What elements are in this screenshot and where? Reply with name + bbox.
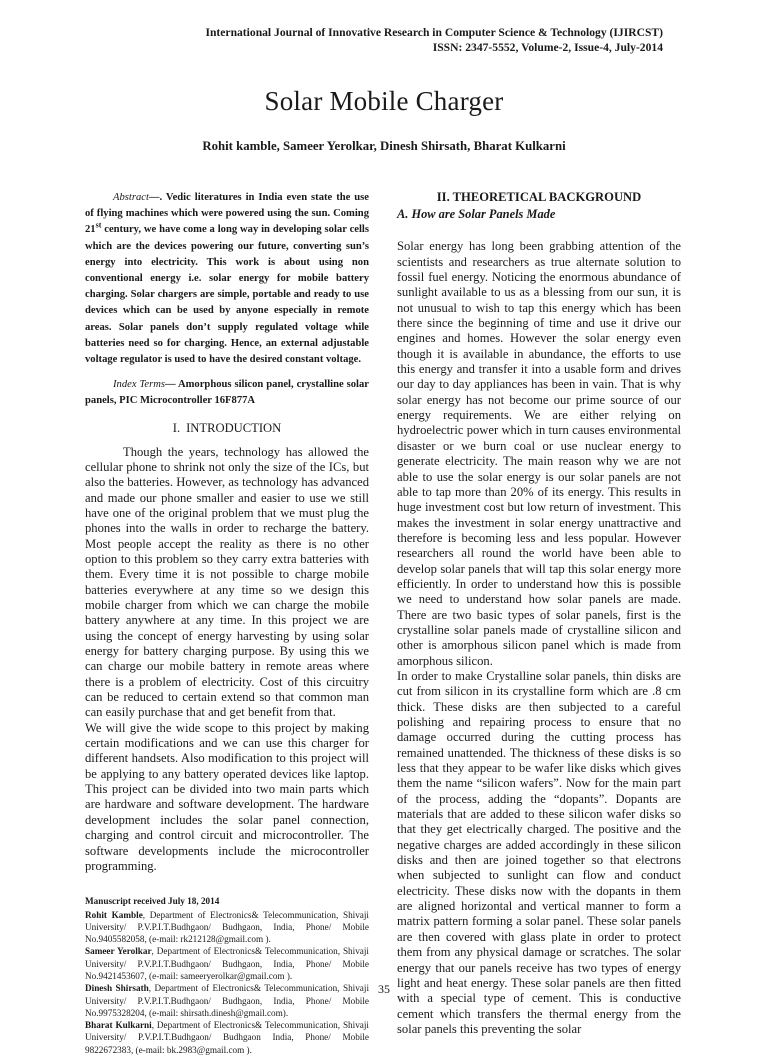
author-footnotes bbox=[85, 895, 369, 1056]
section-heading-theoretical-background: II. THEORETICAL BACKGROUND bbox=[436, 190, 642, 204]
index-terms-label: Index Terms bbox=[113, 379, 165, 391]
index-terms-text: — Amorphous silicon panel, crystalline solar panels, PIC Microcontroller 16F877A bbox=[85, 379, 369, 406]
intro-paragraph-1: Though the years, technology has allowed the cellular phone to shrink not only the size of the ICs, but also the batteries. However, as technology has advanced and made our phone smaller and easier to use we still have one of the original problem that we must plug the phones into the walls in order to recharge the battery. Most people accept the reality as there is no other option to this problem so they carry extra batteries with them. Every time it is not possible to charge mobile batteries everywhere at any time so we design this mobile charger from which we can charge the mobile battery anywhere at any time. In this project we are using the concept of energy harvesting by using solar energy for battery charging purpose. By using this we can charge our mobile battery in remote areas where there is a problem of electricity. Cost of this circuitry can be reduced to certain extend so that common man can easily purchase that and get benefit from that. bbox=[85, 444, 369, 720]
left-column bbox=[85, 190, 369, 1056]
footnote-author-name: Rohit Kamble bbox=[85, 909, 143, 920]
subsection-heading: A. How are Solar Panels Made bbox=[397, 207, 556, 221]
background-body bbox=[397, 239, 681, 1037]
abstract bbox=[85, 190, 369, 368]
abstract-text-b: century, we have come a long way in developing solar cells which are the devices powering our future, converting sun’s energy into electricity. This work is about using non conventional energy i.e. solar energy for mobile battery charging. Solar chargers are simple, portable and ready to use devices which can be used by anyone especially in remote areas. Solar panels don’t supply regulated voltage while batteries need so for charging. Hence, an external adjustable voltage regulator is used to have the desired constant voltage. bbox=[85, 224, 369, 366]
footnote-author-name: Dinesh Shirsath bbox=[85, 983, 149, 994]
manuscript-received: Manuscript received July 18, 2014 bbox=[85, 896, 220, 907]
footnote-entry bbox=[85, 945, 369, 982]
footnote-author-details: , Department of Electronics& Telecommunication, Shivaji University/ P.V.P.I.T.Budhgaon/ Budhgaon, India, Phone/ Mobile No.9421453607, (e-mail: sameeryerolkar@gmail.com ). bbox=[85, 946, 369, 981]
footnote-author-details: , Department of Electronics& Telecommunication, Shivaji University/ P.V.P.I.T.Budhgaon/ Budhgaon, India, Phone/ Mobile No.9405582058, (e-mail: rk212128@gmail.com ). bbox=[85, 909, 369, 945]
index-terms bbox=[85, 377, 369, 408]
page-number: 35 bbox=[378, 982, 390, 996]
footnote-entry bbox=[85, 909, 369, 946]
section-heading-introduction bbox=[85, 421, 369, 436]
section-number: I. bbox=[172, 421, 181, 436]
issn-line: ISSN: 2347-5552, Volume-2, Issue-4, July-2014 bbox=[432, 41, 663, 54]
footnote-author-details: , Department of Electronics& Telecommunication, Shivaji University/ P.V.P.I.T.Budhgaon/ Budhgaon India, Phone/ Mobile 9822672383, (e-mail: bk.2983@gmail.com ). bbox=[85, 1020, 369, 1055]
abstract-label: Abstract bbox=[113, 192, 149, 203]
footnote-author-name: Sameer Yerolkar bbox=[85, 946, 152, 957]
section-title: INTRODUCTION bbox=[186, 421, 282, 436]
journal-header bbox=[205, 25, 663, 55]
right-column bbox=[397, 190, 681, 1037]
journal-name: International Journal of Innovative Research in Computer Science & Technology (IJIRCST) bbox=[205, 26, 663, 39]
footnote-author-name: Bharat Kulkarni bbox=[85, 1020, 152, 1031]
background-paragraph-1: Solar energy has long been grabbing attention of the scientists and researchers as true alternate solution to fossil fuel energy. Noticing the enormous abundance of sunlight available to us as a blessing from our sun, it is not unusual to wish to tap this energy which has been there since the beginning of time and use it drive our engines and homes. However the solar energy even though it is available in abundance, the efforts to use this energy and transfer it into a usable form and drives our day to day appliances has been in vain. That is why solar energy has not become our prime source of our energy requirements. We are either relying on hydroelectric power which in turn causes environmental disaster or we burn coal or use nuclear energy to generate electricity. The main reason why we are not able to use the solar energy is our solar panels are not able to tap more than 20% of its energy. This results in huge investment cost but low return of investment. This makes the investment in solar energy unattractive and therefore is becoming less and less popular. However researchers all round the world have been able to develop solar panels that will tap this solar energy more efficiently. In order to understand how this is possible we need to understand how solar panels are made. There are two basic types of solar panels, first is the crystalline solar panels made of crystalline silicon and other is amorphous silicon panel which is made from amorphous silicon. bbox=[397, 239, 681, 668]
abstract-superscript: st bbox=[95, 220, 102, 230]
paper-title: Solar Mobile Charger bbox=[264, 86, 504, 116]
intro-paragraph-2: We will give the wide scope to this project by making certain modifications and we can use this charger for different handsets. Also modification to this project will be applying to any battery operated devices like laptop. This project can be divided into two main parts which are hardware and software development. The hardware development includes the solar panel connection, charging and control circuit and microcontroller. The software developments include the microcontroller programming. bbox=[85, 720, 369, 873]
background-paragraph-2: In order to make Crystalline solar panels, thin disks are cut from silicon in its crystalline form which are .8 cm thick. These disks are then subjected to a careful polishing and repairing process to ensure that no damage occurred during the cutting process has remained unattended. The thickness of these disks is so less that they appear to be wafer like disks which gives them the name “silicon wafers”. Now for the main part of the process, adding the “dopants”. Dopants are materials that are added to these silicon wafer disks so that they get electrically charged. The positive and the negative charges are added accordingly in these silicon disks and then are joined together so that electrons when subjected to sunlight can flow and conduct electricity. These disks now with the dopants in them are aligned horizontal and vertical manner to form a matrix pattern forming a solar panel. These solar panels are then covered with glass plate in order to protect them from any physical damage or scratches. The solar energy that our panels receive has two types of energy light and heat energy. These solar panels are then fitted with a special type of cement. This is conductive cement which transfers the thermal energy from the solar panels this preventing the solar bbox=[397, 668, 681, 1036]
footnote-entry bbox=[85, 1019, 369, 1056]
footnote-author-details: , Department of Electronics& Telecommunication, Shivaji University/ P.V.P.I.T.Budhgaon/ Budhgaon, India, Phone/ Mobile No.9975328204, (e-mail: shirsath.dinesh@gmail.com). bbox=[85, 983, 369, 1018]
abstract-text-a: —. Vedic literatures in India even state the use of flying machines which were powered using the sun. Coming 21 bbox=[85, 192, 369, 236]
author-list: Rohit kamble, Sameer Yerolkar, Dinesh Shirsath, Bharat Kulkarni bbox=[202, 139, 566, 153]
